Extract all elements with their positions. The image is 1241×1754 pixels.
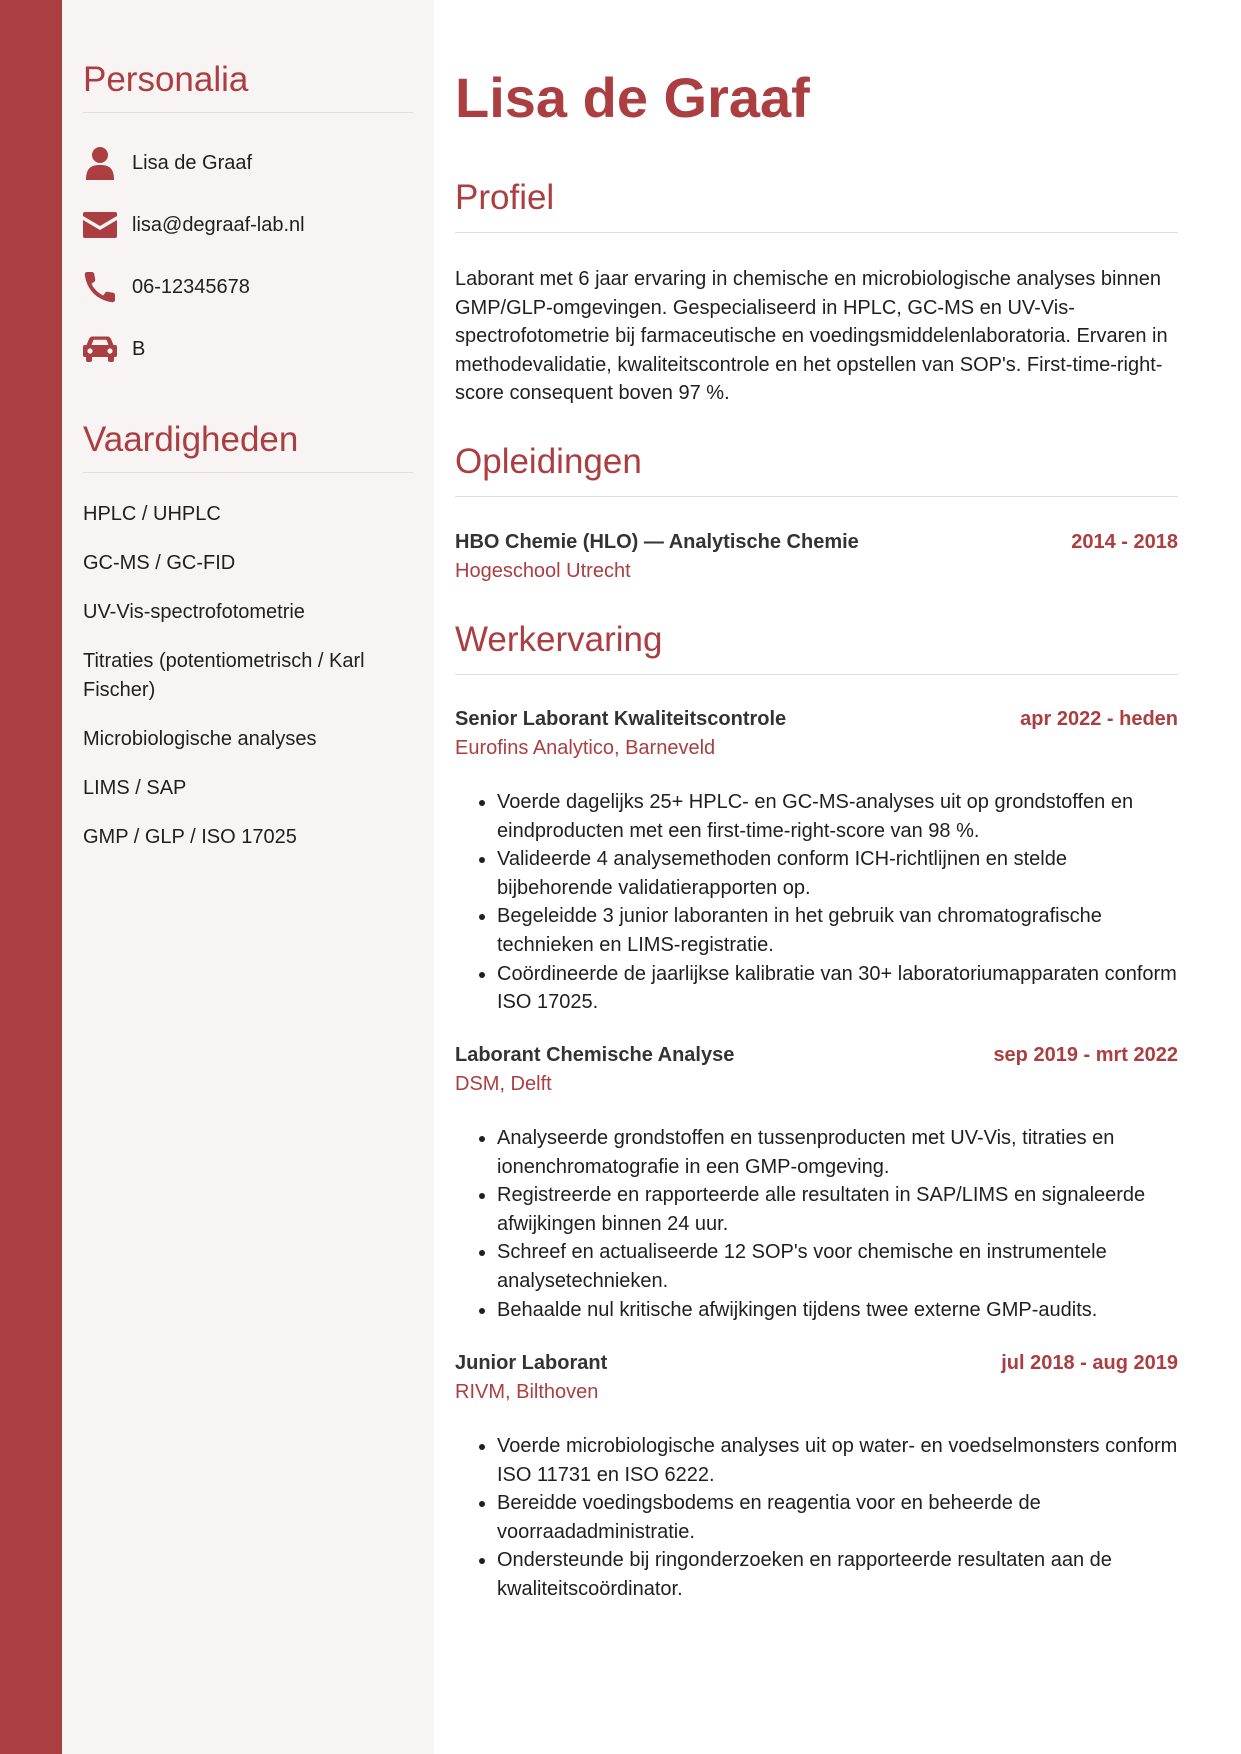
bullet-item: • Valideerde 4 analysemethoden conform ICH-richtlijnen en stelde bijbehorende validatierapporten op. bbox=[497, 845, 1178, 902]
education-dates: 2014 - 2018 bbox=[1071, 531, 1178, 553]
candidate-name: Lisa de Graaf bbox=[455, 66, 810, 129]
bullet-item: • Ondersteunde bij ringonderzoeken en rapporteerde resultaten aan de kwaliteitscoördinator. bbox=[497, 1546, 1178, 1603]
contact-email-text[interactable]: lisa@degraaf-lab.nl bbox=[132, 213, 305, 236]
bullet-item: • Begeleidde 3 junior laboranten in het gebruik van chromatografische technieken en LIMS-registratie. bbox=[497, 902, 1178, 959]
contact-phone-text[interactable]: 06-12345678 bbox=[132, 275, 250, 298]
skill-item: Titraties (potentiometrisch / Karl Fischer) bbox=[83, 650, 365, 701]
contact-list bbox=[83, 132, 413, 380]
job-bullets bbox=[455, 1124, 1178, 1324]
profile-heading: Profiel bbox=[455, 178, 1178, 233]
contact-email bbox=[83, 194, 413, 256]
job-dates: sep 2019 - mrt 2022 bbox=[993, 1044, 1178, 1066]
experience-heading: Werkervaring bbox=[455, 620, 1178, 675]
job-title: Junior Laborant bbox=[455, 1352, 608, 1374]
job-dates: jul 2018 - aug 2019 bbox=[1001, 1352, 1178, 1374]
education-school: Hogeschool Utrecht bbox=[455, 560, 631, 582]
car-icon bbox=[83, 332, 117, 366]
job-title: Laborant Chemische Analyse bbox=[455, 1044, 735, 1066]
job-employer: RIVM, Bilthoven bbox=[455, 1381, 599, 1403]
experience-entry bbox=[455, 708, 1178, 1017]
skill-item: LIMS / SAP bbox=[83, 777, 187, 799]
bullet-item: • Bereidde voedingsbodems en reagentia voor en beheerde de voorraadadministratie. bbox=[497, 1489, 1178, 1546]
contact-license-text: B bbox=[132, 337, 146, 360]
experience-entry bbox=[455, 1352, 1178, 1604]
skill-item: UV-Vis-spectrofotometrie bbox=[83, 601, 305, 623]
contact-phone bbox=[83, 256, 413, 318]
accent-stripe bbox=[0, 0, 62, 1754]
job-employer: Eurofins Analytico, Barneveld bbox=[455, 737, 716, 759]
bullet-item: • Coördineerde de jaarlijkse kalibratie van 30+ laboratoriumapparaten conform ISO 17025. bbox=[497, 960, 1178, 1017]
education-title: HBO Chemie (HLO) — Analytische Chemie bbox=[455, 531, 859, 553]
skills-heading: Vaardigheden bbox=[83, 420, 413, 473]
personalia-heading: Personalia bbox=[83, 60, 413, 113]
profile-text: Laborant met 6 jaar ervaring in chemische en microbiologische analyses binnen GMP/GLP-omgevingen. Gespecialiseerd in HPLC, GC-MS en UV-Vis-spectrofotometrie bij farmaceutische en voedingsmiddelenlaboratoria. Ervaren in methodevalidatie, kwaliteitscontrole en het opstellen van SOP's. First-time-right-score consequent boven 97 %. bbox=[455, 268, 1168, 405]
sidebar bbox=[62, 0, 434, 1754]
education-heading: Opleidingen bbox=[455, 442, 1178, 497]
job-dates: apr 2022 - heden bbox=[1020, 708, 1178, 730]
bullet-item: • Schreef en actualiseerde 12 SOP's voor chemische en instrumentele analysetechnieken. bbox=[497, 1238, 1178, 1295]
contact-name bbox=[83, 132, 413, 194]
envelope-icon bbox=[83, 208, 117, 242]
person-icon bbox=[83, 146, 117, 180]
education-entry bbox=[455, 531, 1178, 583]
skill-item: GC-MS / GC-FID bbox=[83, 552, 236, 574]
bullet-item: • Voerde microbiologische analyses uit op water- en voedselmonsters conform ISO 11731 en ISO 6222. bbox=[497, 1432, 1178, 1489]
experience-entry bbox=[455, 1044, 1178, 1324]
job-employer: DSM, Delft bbox=[455, 1073, 552, 1095]
bullet-item: • Voerde dagelijks 25+ HPLC- en GC-MS-analyses uit op grondstoffen en eindproducten met een first-time-right-score van 98 %. bbox=[497, 788, 1178, 845]
bullet-item: • Behaalde nul kritische afwijkingen tijdens twee externe GMP-audits. bbox=[497, 1296, 1178, 1325]
contact-name-text: Lisa de Graaf bbox=[132, 151, 253, 174]
bullet-item: • Analyseerde grondstoffen en tussenproducten met UV-Vis, titraties en ionenchromatografie in een GMP-omgeving. bbox=[497, 1124, 1178, 1181]
job-bullets bbox=[455, 788, 1178, 1017]
skill-item: HPLC / UHPLC bbox=[83, 503, 221, 525]
phone-icon bbox=[83, 270, 117, 304]
skills-list bbox=[83, 500, 413, 852]
skill-item: GMP / GLP / ISO 17025 bbox=[83, 826, 297, 848]
job-title: Senior Laborant Kwaliteitscontrole bbox=[455, 708, 787, 730]
skill-item: Microbiologische analyses bbox=[83, 728, 317, 750]
bullet-item: • Registreerde en rapporteerde alle resultaten in SAP/LIMS en signaleerde afwijkingen binnen 24 uur. bbox=[497, 1181, 1178, 1238]
contact-license bbox=[83, 318, 413, 380]
job-bullets bbox=[455, 1432, 1178, 1604]
